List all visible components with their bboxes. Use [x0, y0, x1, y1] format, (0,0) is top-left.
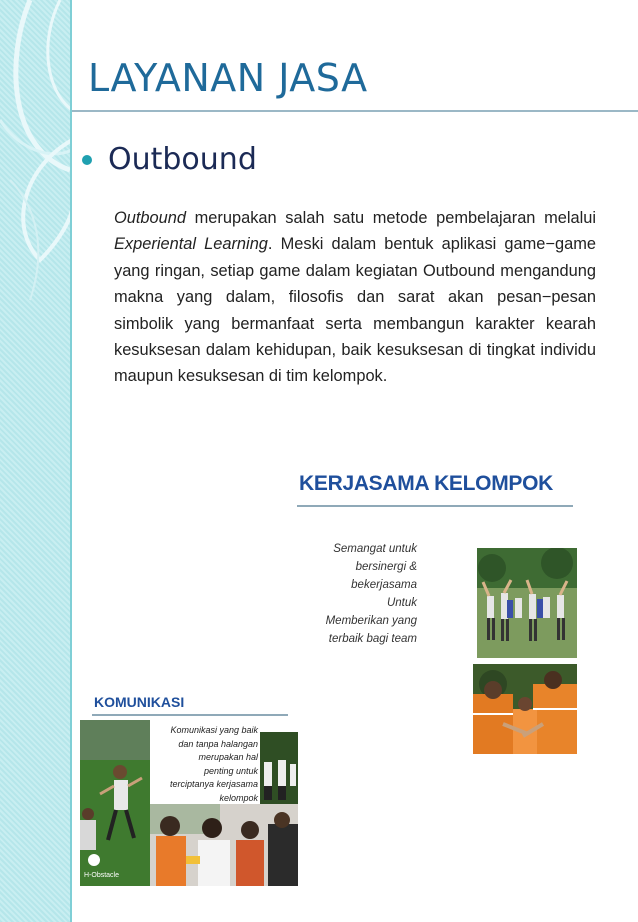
bullet-dot-icon	[82, 155, 92, 165]
caption-line: terciptanya kerjasama	[169, 779, 258, 789]
kerjasama-title: KERJASAMA KELOMPOK	[299, 472, 554, 495]
team-exercise-illustration	[477, 548, 577, 658]
bullet-label: Outbound	[108, 142, 257, 177]
caption-line: kelompok	[219, 792, 258, 803]
kerjasama-card	[293, 458, 580, 726]
caption-line: Memberikan yang	[325, 615, 417, 627]
group-activity-photo	[260, 732, 298, 804]
description-part-1: merupakan salah satu metode pembelajaran melalui	[186, 209, 596, 227]
team-exercise-photo	[477, 548, 577, 658]
obstacle-game-photo	[80, 720, 150, 886]
team-huddle-illustration	[473, 664, 577, 754]
caption-line: Semangat untuk	[333, 543, 417, 555]
bullet-outbound	[82, 142, 257, 177]
caption-line: Untuk	[386, 597, 417, 609]
caption-line: terbaik bagi team	[328, 633, 417, 645]
caption-line: merupakan hal	[198, 752, 258, 762]
team-huddle-photo-2	[150, 804, 298, 886]
team-huddle-illustration-2	[150, 804, 298, 886]
method-term: Experiental Learning	[114, 235, 268, 254]
obstacle-game-illustration	[80, 720, 150, 886]
komunikasi-title: KOMUNIKASI	[94, 694, 185, 710]
caption-line: Komunikasi yang baik	[170, 725, 258, 735]
outbound-description	[114, 205, 596, 390]
photo-label: H-Obstacle	[84, 872, 120, 879]
description-part-2: . Meski dalam bentuk aplikasi game−game yang ringan, setiap game dalam kegiatan Outbound mengandung makna yang dalam, filosofis dan sarat akan pesan−pesan simbolik yang bermanfaat serta membangun karakter kearah kesuksesan dalam kehidupan, baik kesuksesan di tingkat individu maupun kesuksesan di tim kelompok.	[114, 235, 596, 386]
caption-line: penting untuk	[203, 765, 258, 776]
caption-line: dan tanpa halangan	[178, 738, 258, 749]
komunikasi-caption	[150, 724, 258, 805]
caption-line: bekerjasama	[351, 579, 417, 591]
team-huddle-photo	[473, 664, 577, 754]
decorative-sidebar	[0, 0, 72, 922]
outbound-term: Outbound	[114, 209, 186, 227]
kerjasama-caption	[311, 540, 417, 648]
komunikasi-divider	[92, 714, 288, 716]
group-activity-illustration	[260, 732, 298, 804]
kerjasama-divider	[297, 505, 573, 507]
slide-title: LAYANAN JASA	[88, 56, 368, 100]
komunikasi-card	[80, 686, 298, 886]
caption-line: bersinergi &	[355, 561, 417, 573]
title-divider	[72, 110, 638, 112]
sidebar-swirl-decoration	[0, 0, 72, 922]
